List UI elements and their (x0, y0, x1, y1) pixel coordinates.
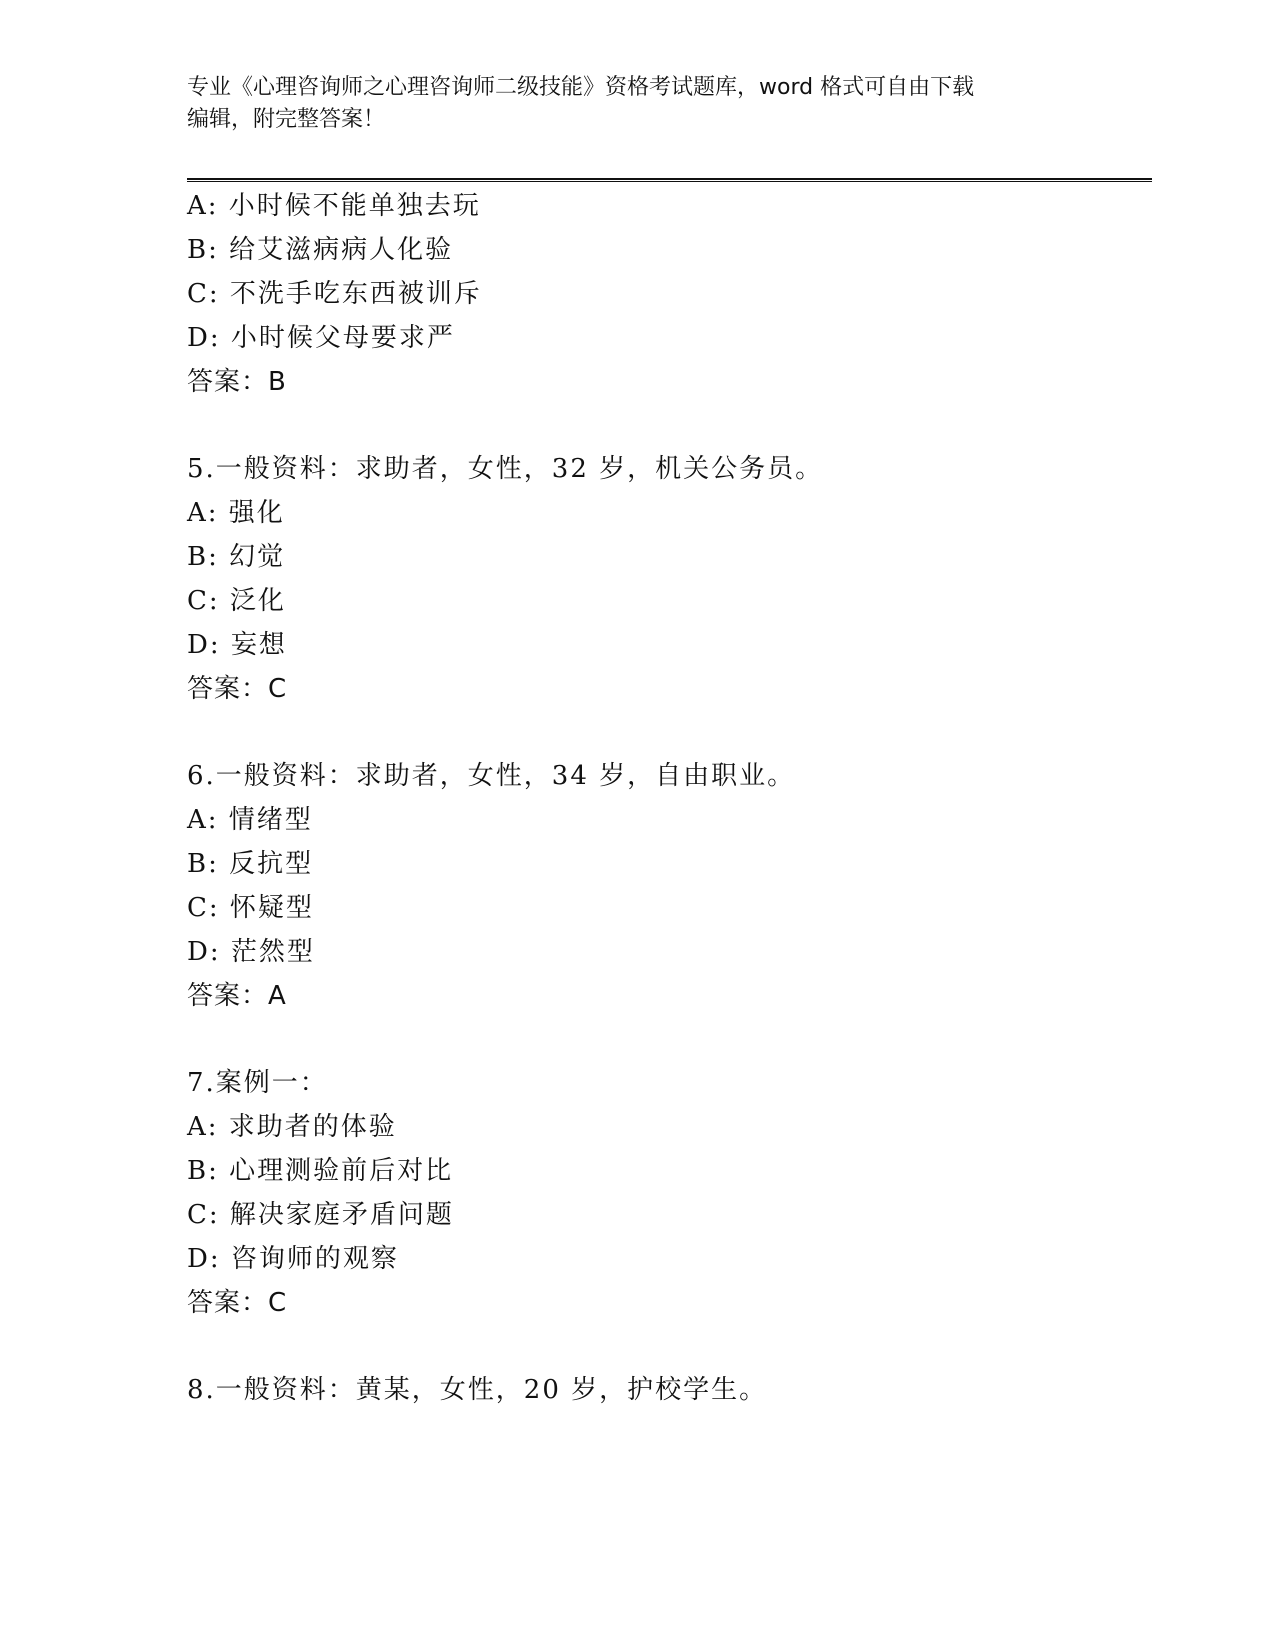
q6-option-c: C: 怀疑型 (187, 893, 314, 923)
q6-option-d: D: 茫然型 (187, 937, 315, 967)
q5-option-c: C: 泛化 (187, 586, 286, 616)
q7-option-c: C: 解决家庭矛盾问题 (187, 1200, 454, 1230)
q7-option-a: A: 求助者的体验 (187, 1112, 397, 1142)
q8-stem: 8.一般资料：黄某，女性，20 岁，护校学生。 (187, 1375, 768, 1405)
q4-option-d: D: 小时候父母要求严 (187, 323, 455, 353)
q6-answer: 答案：A (187, 981, 287, 1011)
q4-answer: 答案：B (187, 367, 287, 397)
header-line-1: 专业《心理咨询师之心理咨询师二级技能》资格考试题库，word 格式可自由下载 (187, 75, 975, 100)
q4-option-b: B: 给艾滋病病人化验 (187, 235, 454, 265)
q4-option-c: C: 不洗手吃东西被训斥 (187, 279, 482, 309)
document-header (187, 72, 1087, 136)
q7-option-b: B: 心理测验前后对比 (187, 1156, 454, 1186)
q6-option-a: A: 情绪型 (187, 805, 313, 835)
q7-answer: 答案：C (187, 1288, 288, 1318)
header-divider (187, 178, 1152, 182)
q4-option-a: A: 小时候不能单独去玩 (187, 191, 481, 221)
q6-stem: 6.一般资料：求助者，女性，34 岁，自由职业。 (187, 761, 796, 791)
q7-stem: 7.案例一： (187, 1068, 328, 1098)
q5-answer: 答案：C (187, 674, 288, 704)
q7-option-d: D: 咨询师的观察 (187, 1244, 399, 1274)
q6-option-b: B: 反抗型 (187, 849, 314, 879)
q5-option-a: A: 强化 (187, 498, 285, 528)
q5-option-d: D: 妄想 (187, 630, 287, 660)
q5-option-b: B: 幻觉 (187, 542, 286, 572)
header-line-2: 编辑，附完整答案！ (187, 107, 386, 132)
q5-stem: 5.一般资料：求助者，女性，32 岁，机关公务员。 (187, 454, 824, 484)
